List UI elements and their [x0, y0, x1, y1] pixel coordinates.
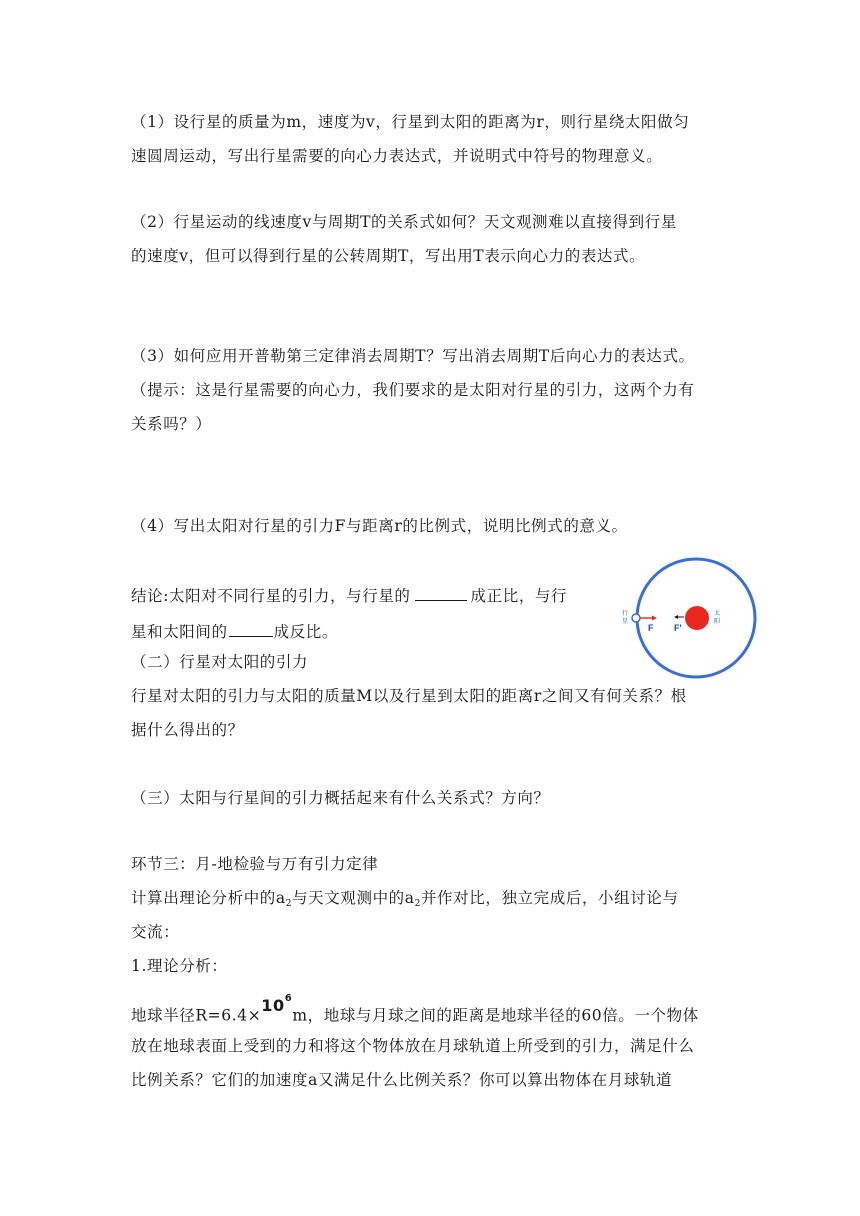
paragraph-line-3: 比例关系？它们的加速度a又满足什么比例关系？你可以算出物体在月球轨道 — [131, 1071, 673, 1089]
paragraph-line-2: 放在地球表面上受到的力和将这个物体放在月球轨道上所受到的引力，满足什么 — [131, 1037, 695, 1055]
section-2-line-2: 据什么得出的？ — [131, 721, 244, 739]
sun-label-top: 太 — [714, 611, 721, 617]
q4-line-1: （4）写出太阳对行星的引力F与距离r的比例式，说明比例式的意义。 — [131, 517, 628, 535]
power-exponent: 6 — [284, 993, 293, 1004]
q3-line-1: （3）如何应用开普勒第三定律消去周期T？写出消去周期T后向心力的表达式。 — [131, 347, 695, 365]
force-arrowhead-planet — [652, 616, 657, 621]
sun-circle — [685, 606, 709, 630]
conclusion-line-2 — [131, 620, 338, 642]
p1-text-b: m，地球与月球之间的距离是地球半径的60倍。一个物体 — [292, 1006, 699, 1025]
stage-3-line-2: 交流： — [131, 923, 180, 941]
paragraph-line-1 — [131, 993, 699, 1025]
power-of-ten — [261, 993, 293, 1016]
subscript-2: 2 — [414, 899, 421, 909]
q2-line-1: （2）行星运动的线速度v与周期T的关系式如何？天文观测难以直接得到行星 — [131, 213, 677, 231]
conclusion-text-1: 结论:太阳对不同行星的引力，与行星的 — [131, 587, 411, 605]
stage-3-text-c: 并作对比，独立完成后，小组讨论与 — [420, 889, 679, 907]
section-2-heading: （二）行星对太阳的引力 — [131, 653, 309, 671]
q1-line-2: 速圆周运动，写出行星需要的向心力表达式，并说明式中符号的物理意义。 — [131, 147, 663, 165]
force-label: F — [648, 623, 654, 633]
conclusion-text-2: 成正比，与行 — [470, 587, 568, 605]
force-arrowhead-sun — [674, 615, 678, 619]
p1-text-a: 地球半径R=6.4× — [131, 1006, 262, 1025]
sun-label-bottom: 阳 — [714, 619, 721, 625]
stage-3-line-1 — [131, 888, 679, 914]
force-prime-label: F' — [674, 623, 682, 633]
stage-3-text-a: 计算出理论分析中的a — [131, 889, 286, 907]
section-3-heading: （三）太阳与行星间的引力概括起来有什么关系式？方向？ — [131, 789, 550, 807]
planet-dot — [632, 614, 640, 622]
q3-line-2: （提示：这是行星需要的向心力，我们要求的是太阳对行星的引力，这两个力有 — [131, 381, 695, 399]
conclusion-text-4: 成反比。 — [273, 623, 339, 641]
planet-label-top: 行 — [622, 611, 629, 617]
q3-line-3: 关系吗？） — [131, 415, 212, 433]
stage-3-heading: 环节三：月-地检验与万有引力定律 — [131, 855, 379, 873]
conclusion-line-1 — [131, 584, 567, 606]
section-2-line-1: 行星对太阳的引力与太阳的质量M以及行星到太阳的距离r之间又有何关系？根 — [131, 687, 687, 705]
item-1-heading: 1.理论分析： — [131, 957, 228, 975]
orbit-diagram — [614, 556, 758, 680]
conclusion-text-3: 星和太阳间的 — [131, 623, 228, 641]
q2-line-2: 的速度v，但可以得到行星的公转周期T，写出用T表示向心力的表达式。 — [131, 247, 646, 265]
blank-field-1[interactable] — [415, 584, 467, 601]
subscript-1: 2 — [285, 899, 293, 909]
power-base: 10 — [261, 996, 285, 1016]
q1-line-1: （1）设行星的质量为m，速度为v，行星到太阳的距离为r，则行星绕太阳做匀 — [131, 113, 690, 131]
blank-field-2[interactable] — [229, 620, 273, 637]
stage-3-text-b: 与天文观测中的a — [292, 889, 415, 907]
planet-label-bottom: 星 — [622, 619, 629, 625]
